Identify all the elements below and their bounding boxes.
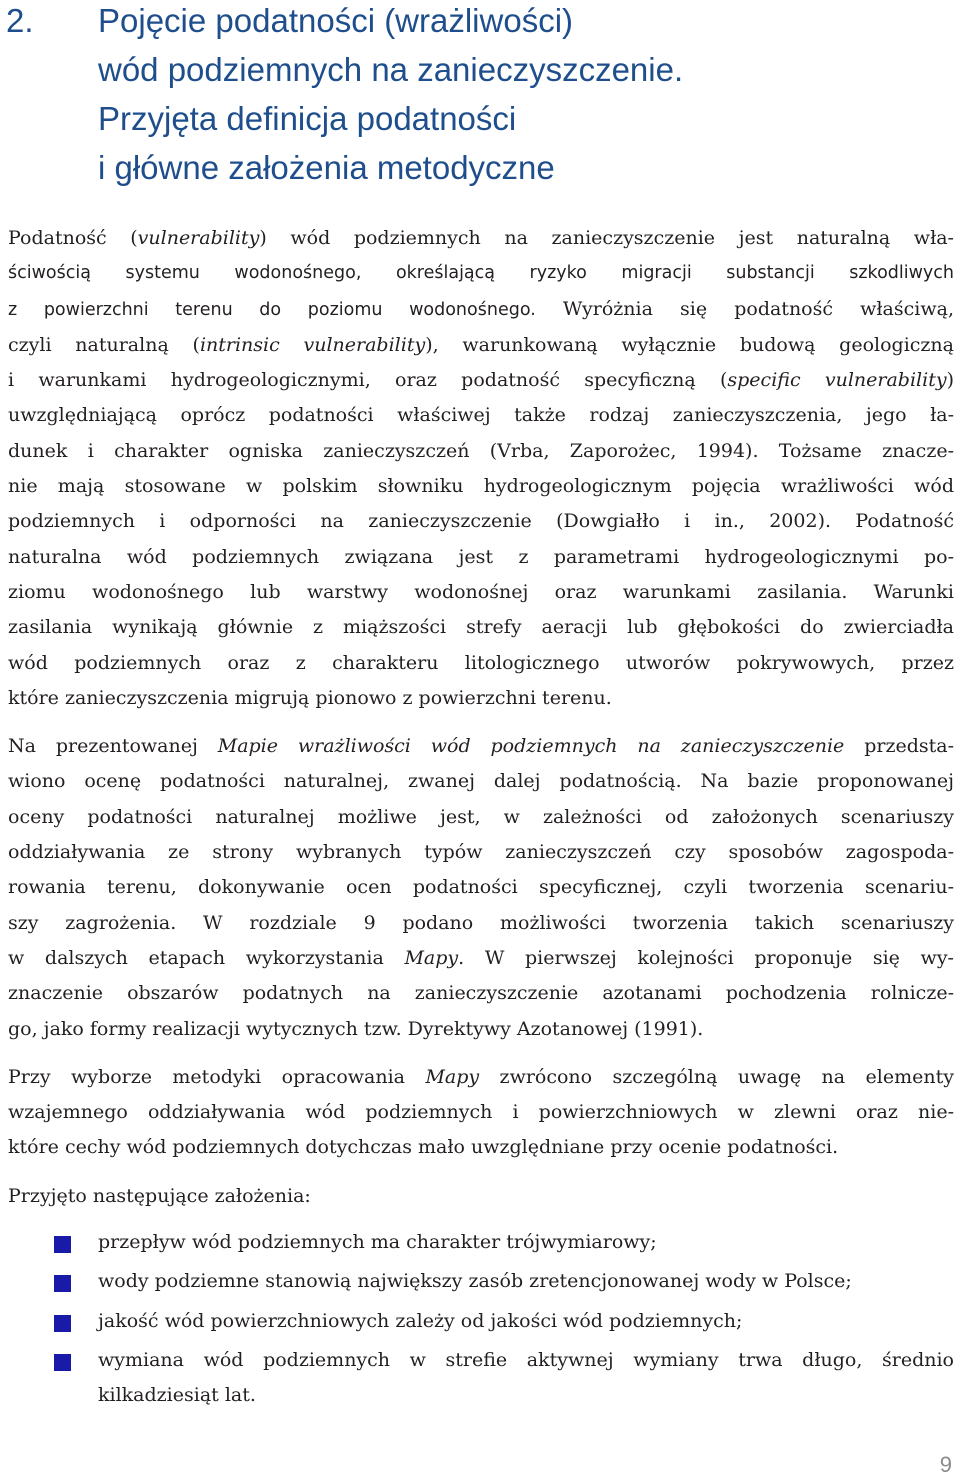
heading-line-2: wód podziemnych na zanieczyszczenie. [98, 51, 684, 88]
page-number: 9 [939, 1452, 952, 1477]
heading-line-1: Pojęcie podatności (wrażliwości) [98, 2, 574, 39]
heading-line-3: Przyjęta definicja podatności [98, 100, 517, 137]
list-item: przepływ wód podziemnych ma charakter trójwymiarowy; [0, 1225, 960, 1260]
list-item: wody podziemne stanowią największy zasób zretencjonowanej wody w Polsce; [0, 1264, 960, 1299]
paragraph-map-description: Na prezentowanej Mapie wrażliwości wód podziemnych na zanieczyszczenie przedsta- wiono ocenę podatności naturalnej, zwanej dalej podatnością. Na bazie proponowanej oceny podatności naturalnej możliwe jest, w zależności od założonych scenariuszy oddziaływania ze strony wybranych typów zanieczyszczeń czy sposobów zagospoda- rowania terenu, dokonywanie ocen podatności specyficznej, czyli tworzenia scenariu- szy zagrożenia. W rozdziale 9 podano możliwości tworzenia takich scenariuszy w dalszych etapach wykorzystania Mapy. W pierwszej kolejności proponuje się wy- znaczenie obszarów podatnych na zanieczyszczenie azotanami pochodzenia rolnicze- go, jako formy realizacji wytycznych tzw. Dyrektywy Azotanowej (1991). [8, 735, 954, 1040]
section-heading [0, 0, 960, 192]
body-text [8, 221, 954, 1227]
assumptions-list [0, 1225, 960, 1417]
list-item: wymiana wód podziemnych w strefie aktywnej wymiany trwa długo, średnio kilkadziesiąt lat. [0, 1343, 960, 1414]
paragraph-definition: Podatność (vulnerability) wód podziemnych na zanieczyszczenie jest naturalną wła- ściwością systemu wodonośnego, określającą ryzyko migracji substancji szkodliwych z powierzchni terenu do poziomu wodonośnego. Wyróżnia się podatność właściwą, czyli naturalną (intrinsic vulnerability), warunkowaną wyłącznie budową geologiczną i warunkami hydrogeologicznymi, oraz podatność specyficzną (specific vulnerability) uwzględniającą oprócz podatności właściwej także rodzaj zanieczyszczenia, jego ła- dunek i charakter ogniska zanieczyszczeń (Vrba, Zaporożec, 1994). Tożsame znacze- nie mają stosowane w polskim słowniku hydrogeologicznym pojęcia wrażliwości wód podziemnych i odporności na zanieczyszczenie (Dowgiałło i in., 2002). Podatność naturalna wód podziemnych związana jest z parametrami hydrogeologicznymi po- ziomu wodonośnego lub warstwy wodonośnej oraz warunkami zasilania. Warunki zasilania wynikają głównie z miąższości strefy aeracji lub głębokości do zwierciadła wód podziemnych oraz z charakteru litologicznego utworów pokrywowych, przez które zanieczyszczenia migrują pionowo z powierzchni terenu. [8, 227, 954, 709]
square-bullet-icon [54, 1315, 71, 1332]
paragraph-methodology: Przy wyborze metodyki opracowania Mapy zwrócono szczególną uwagę na elementy wzajemnego oddziaływania wód podziemnych i powierzchniowych w zlewni oraz nie- które cechy wód podziemnych dotychczas mało uwzględniane przy ocenie podatności. [8, 1065, 954, 1159]
square-bullet-icon [54, 1354, 71, 1371]
square-bullet-icon [54, 1275, 71, 1292]
paragraph-assumptions-intro: Przyjęto następujące założenia: [8, 1184, 311, 1207]
heading-line-4: i główne założenia metodyczne [98, 149, 555, 186]
list-item: jakość wód powierzchniowych zależy od jakości wód podziemnych; [0, 1304, 960, 1339]
square-bullet-icon [54, 1236, 71, 1253]
section-number: 2. [6, 2, 34, 39]
